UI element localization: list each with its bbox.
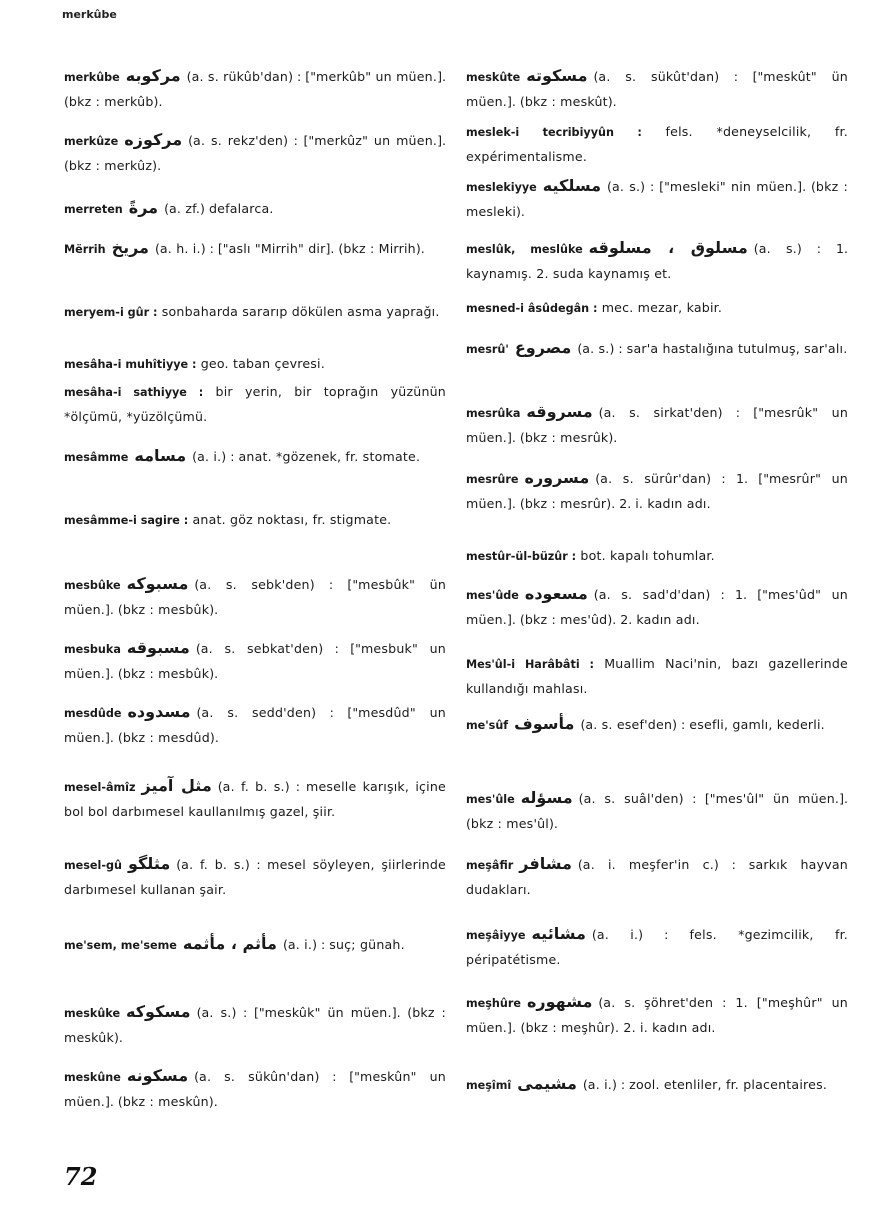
- entry-arabic-script: مصروع: [514, 338, 572, 357]
- entry-headword: mesel-gû: [64, 859, 122, 872]
- entry-arabic-script: مأثم ، مأثمه: [182, 934, 277, 953]
- entry-arabic-script: مسروره: [524, 468, 590, 487]
- dictionary-entry: [64, 636, 446, 686]
- entry-arabic-script: مركوبه: [125, 66, 181, 85]
- entry-headword: mesâha-i muhîtiyye :: [64, 358, 197, 371]
- entry-arabic-script: مسبوقه: [126, 638, 190, 657]
- entry-headword: meskûne: [64, 1071, 121, 1084]
- entry-arabic-script: مريخ: [111, 238, 149, 257]
- entry-definition: (a. f. b. s.) : meselle karışık, içine bol bol darbımesel kaullanılmış gazel, şiir.: [64, 779, 446, 819]
- dictionary-entry: [466, 466, 848, 516]
- dictionary-entry: [466, 652, 848, 701]
- entry-headword: meslekiyye: [466, 181, 537, 194]
- entry-arabic-script: مسكوكه: [126, 1002, 191, 1021]
- entry-definition: (a. zf.) defalarca.: [164, 201, 274, 216]
- entry-headword: mesrû': [466, 343, 509, 356]
- entry-headword: mesâmme: [64, 451, 129, 464]
- entry-arabic-script: مشائيه: [531, 924, 586, 943]
- entry-headword: meşhûre: [466, 997, 521, 1010]
- entry-headword: mesâmme-i sagire :: [64, 514, 189, 527]
- dictionary-entry: [64, 64, 446, 114]
- running-head: merkûbe: [62, 8, 117, 21]
- dictionary-entry: [466, 786, 848, 836]
- entry-definition: (a. s.) : ["meskûk" ün müen.]. (bkz : meskûk).: [64, 1005, 446, 1045]
- entry-definition: mec. mezar, kabir.: [601, 300, 723, 315]
- entry-headword: mes'ûle: [466, 793, 515, 806]
- entry-definition: geo. taban çevresi.: [200, 356, 325, 371]
- entry-definition: (a. s. sebk'den) : ["mesbûk" ün müen.]. (bkz : mesbûk).: [64, 577, 446, 617]
- entry-headword: mestûr-ül-büzûr :: [466, 550, 577, 563]
- dictionary-entry: [64, 196, 446, 222]
- entry-definition: (a. s. sad'd'dan) : 1. ["mes'ûd" un müen.]. (bkz : mes'ûd). 2. kadın adı.: [466, 587, 848, 627]
- dictionary-entry: [466, 852, 848, 902]
- dictionary-entry: [466, 712, 848, 738]
- dictionary-entry: [466, 174, 848, 224]
- dictionary-entry: [64, 508, 446, 533]
- dictionary-entry: [64, 700, 446, 750]
- dictionary-entry: [466, 236, 848, 286]
- entry-definition: fels. *deneyselcilik, fr. expérimentalisme.: [466, 124, 848, 164]
- entry-arabic-script: مرةً: [128, 198, 159, 217]
- entry-headword: mesrûka: [466, 407, 521, 420]
- entry-definition: anat. göz noktası, fr. stigmate.: [192, 512, 392, 527]
- dictionary-entry: [466, 922, 848, 972]
- entry-definition: (a. s. esef'den) : esefli, gamlı, kederli.: [580, 717, 825, 732]
- dictionary-entry: [64, 572, 446, 622]
- dictionary-entry: [466, 120, 848, 169]
- entry-definition: (a. s. rekz'den) : ["merkûz" un müen.]. (bkz : merkûz).: [64, 133, 446, 173]
- entry-headword: mesrûre: [466, 473, 519, 486]
- entry-headword: meskûke: [64, 1007, 121, 1020]
- entry-arabic-script: مسبوكه: [126, 574, 189, 593]
- dictionary-entry: [64, 774, 446, 824]
- entry-arabic-script: مسلكيه: [542, 176, 602, 195]
- entry-arabic-script: مسؤله: [520, 788, 573, 807]
- entry-definition: (a. h. i.) : ["aslı "Mirrih" dir]. (bkz : Mirrih).: [154, 241, 425, 256]
- entry-headword: me'sûf: [466, 719, 509, 732]
- entry-arabic-script: مسكونه: [126, 1066, 189, 1085]
- dictionary-entry: [466, 544, 848, 569]
- dictionary-entry: [64, 932, 446, 958]
- entry-definition: (a. i.) : zool. etenliler, fr. placentaires.: [582, 1077, 828, 1092]
- dictionary-entry: [466, 582, 848, 632]
- dictionary-entry: [64, 300, 446, 325]
- entry-headword: meşâiyye: [466, 929, 526, 942]
- entry-arabic-script: مركوزه: [124, 130, 183, 149]
- entry-definition: (a. s. sedd'den) : ["mesdûd" un müen.]. (bkz : mesdûd).: [64, 705, 446, 745]
- entry-arabic-script: مأسوف: [514, 714, 575, 733]
- entry-headword: me'sem, me'seme: [64, 939, 177, 952]
- entry-definition: (a. s.) : ["mesleki" nin müen.]. (bkz : mesleki).: [466, 179, 848, 219]
- dictionary-entry: [466, 400, 848, 450]
- entry-headword: meslek-i tecribiyyûn :: [466, 126, 642, 139]
- entry-definition: (a. s. sükûn'dan) : ["meskûn" un müen.]. (bkz : meskûn).: [64, 1069, 446, 1109]
- entry-headword: merreten: [64, 203, 123, 216]
- entry-arabic-script: مثل آميز: [141, 776, 212, 795]
- dictionary-entry: [64, 852, 446, 902]
- entry-definition: (a. s. sirkat'den) : ["mesrûk" un müen.]. (bkz : mesrûk).: [466, 405, 848, 445]
- dictionary-entry: [466, 990, 848, 1040]
- entry-definition: (a. i. meşfer'in c.) : sarkık hayvan dudakları.: [466, 857, 848, 897]
- entry-definition: (a. s. şöhret'den : 1. ["meşhûr" un müen.]. (bkz : meşhûr). 2. i. kadın adı.: [466, 995, 848, 1035]
- entry-definition: (a. f. b. s.) : mesel söyleyen, şiirlerinde darbımesel kullanan şair.: [64, 857, 446, 897]
- entry-headword: mesned-i âsûdegân :: [466, 302, 598, 315]
- entry-arabic-script: مسروقه: [526, 402, 593, 421]
- entry-headword: Mes'ûl-i Harâbâti :: [466, 658, 595, 671]
- dictionary-entry: [64, 1064, 446, 1114]
- entry-definition: Muallim Naci'nin, bazı gazellerinde kullandığı mahlası.: [466, 656, 848, 696]
- entry-headword: meskûte: [466, 71, 521, 84]
- entry-headword: merkûze: [64, 135, 119, 148]
- entry-headword: meşâfir: [466, 859, 514, 872]
- entry-definition: sonbaharda sararıp dökülen asma yaprağı.: [161, 304, 440, 319]
- dictionary-entry: [64, 444, 446, 470]
- entry-definition: (a. s. sürûr'dan) : 1. ["mesrûr" un müen.]. (bkz : mesrûr). 2. i. kadın adı.: [466, 471, 848, 511]
- entry-arabic-script: مسدوده: [127, 702, 191, 721]
- entry-arabic-script: مثلگو: [127, 854, 171, 873]
- entry-headword: meslûk, meslûke: [466, 243, 583, 256]
- entry-arabic-script: مشافر: [519, 854, 572, 873]
- entry-arabic-script: مسعوده: [524, 584, 588, 603]
- entry-definition: (a. s. suâl'den) : ["mes'ûl" ün müen.]. (bkz : mes'ûl).: [466, 791, 848, 831]
- dictionary-entry: [466, 296, 848, 321]
- entry-definition: (a. i.) : suç; günah.: [282, 937, 405, 952]
- dictionary-entry: [466, 64, 848, 114]
- dictionary-entry: [64, 128, 446, 178]
- entry-headword: Mërrih: [64, 243, 106, 256]
- dictionary-entry: [64, 380, 446, 429]
- entry-headword: mesâha-i sathiyye :: [64, 386, 204, 399]
- entry-definition: bot. kapalı tohumlar.: [580, 548, 715, 563]
- entry-definition: (a. i.) : anat. *gözenek, fr. stomate.: [192, 449, 421, 464]
- entry-definition: bir yerin, bir toprağın yüzünün *ölçümü, *yüzölçümü.: [64, 384, 446, 424]
- entry-definition: (a. s. rükûb'dan) : ["merkûb" un müen.]. (bkz : merkûb).: [64, 69, 446, 109]
- entry-arabic-script: مسكوته: [526, 66, 588, 85]
- dictionary-entry: [64, 352, 446, 377]
- entry-definition: (a. s.) : 1. kaynamış. 2. suda kaynamış et.: [466, 241, 849, 281]
- entry-arabic-script: مشيمى: [517, 1074, 577, 1093]
- entry-headword: mesdûde: [64, 707, 122, 720]
- dictionary-entry: [466, 1072, 848, 1098]
- entry-definition: (a. s. sebkat'den) : ["mesbuk" un müen.]. (bkz : mesbûk).: [64, 641, 446, 681]
- entry-definition: (a. i.) : fels. *gezimcilik, fr. péripatétisme.: [466, 927, 848, 967]
- entry-headword: mes'ûde: [466, 589, 519, 602]
- entry-arabic-script: مسلوق ، مسلوقه: [588, 238, 748, 257]
- entry-headword: mesbuka: [64, 643, 121, 656]
- entry-headword: meryem-i gûr :: [64, 306, 158, 319]
- entry-definition: (a. s. sükût'dan) : ["meskût" ün müen.]. (bkz : meskût).: [466, 69, 848, 109]
- page-number: 72: [64, 1162, 98, 1191]
- entry-headword: mesbûke: [64, 579, 121, 592]
- dictionary-entry: [64, 1000, 446, 1050]
- entry-headword: meşîmî: [466, 1079, 512, 1092]
- entry-headword: merkûbe: [64, 71, 120, 84]
- entry-arabic-script: مسامه: [134, 446, 187, 465]
- dictionary-entry: [64, 236, 446, 262]
- dictionary-entry: [466, 336, 848, 362]
- entry-headword: mesel-âmîz: [64, 781, 136, 794]
- entry-arabic-script: مشهوره: [526, 992, 593, 1011]
- entry-definition: (a. s.) : sar'a hastalığına tutulmuş, sar'alı.: [577, 341, 848, 356]
